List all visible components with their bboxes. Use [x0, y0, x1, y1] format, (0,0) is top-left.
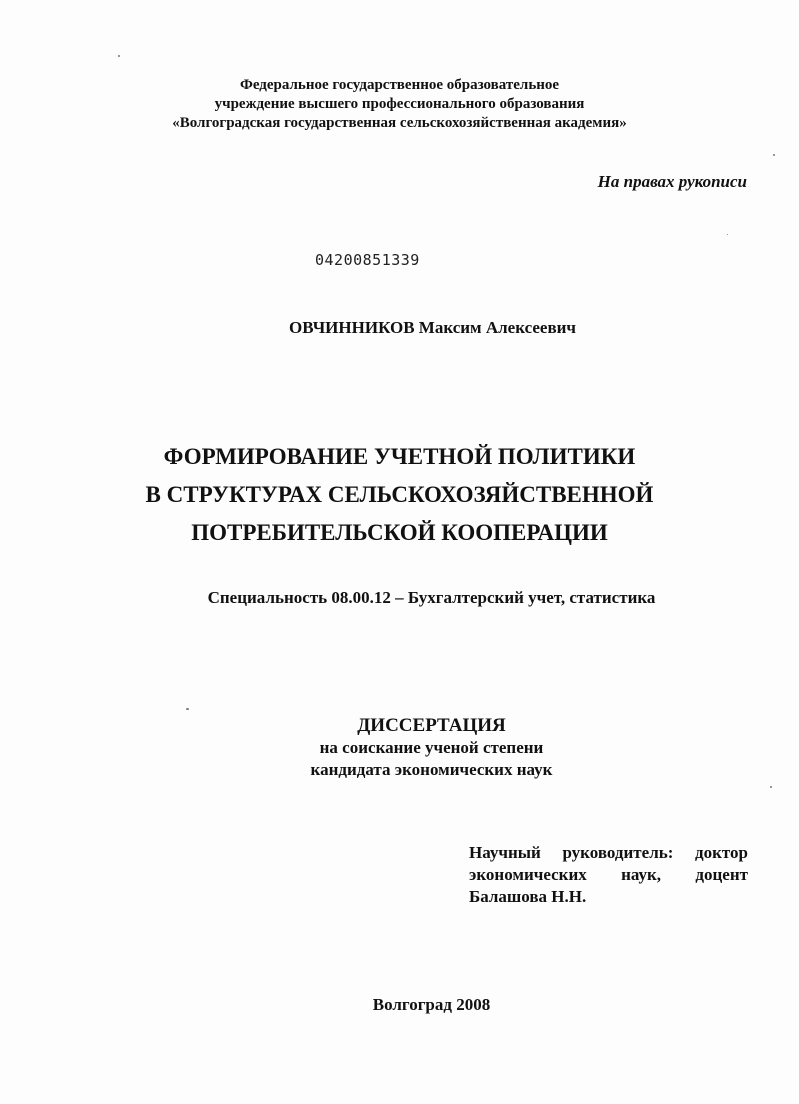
scan-speck: [770, 786, 772, 788]
manuscript-rights-note: На правах рукописи: [597, 172, 747, 191]
scan-speck: [727, 234, 728, 235]
registration-number: 04200851339: [315, 251, 420, 269]
advisor-line-1: Научный руководитель: доктор: [469, 843, 748, 862]
degree-line-1: на соискание ученой степени: [319, 738, 544, 757]
dissertation-block: [32, 715, 799, 781]
title-line-1: ФОРМИРОВАНИЕ УЧЕТНОЙ ПОЛИТИКИ: [163, 444, 636, 469]
scientific-advisor: [469, 842, 748, 908]
scan-speck: [186, 708, 189, 710]
scan-speck: [773, 154, 775, 156]
author-name: ОВЧИННИКОВ Максим Алексеевич: [288, 318, 577, 337]
title-line-3: ПОТРЕБИТЕЛЬСКОЙ КООПЕРАЦИИ: [191, 520, 608, 545]
dissertation-heading: ДИССЕРТАЦИЯ: [357, 715, 506, 736]
advisor-line-3: Балашова Н.Н.: [469, 887, 587, 906]
institution-line-3: «Волгоградская государственная сельскохозяйственная академия»: [172, 115, 627, 131]
institution-header: [0, 76, 799, 133]
title-line-2: В СТРУКТУРАХ СЕЛЬСКОХОЗЯЙСТВЕННОЙ: [145, 482, 654, 507]
institution-line-2: учреждение высшего профессионального образования: [214, 96, 585, 112]
dissertation-title: [0, 438, 799, 552]
degree-line-2: кандидата экономических наук: [310, 760, 553, 779]
scan-speck: [118, 55, 120, 57]
advisor-line-2: экономических наук, доцент: [469, 865, 748, 884]
specialty-line: Специальность 08.00.12 – Бухгалтерский учет, статистика: [207, 588, 656, 607]
institution-line-1: Федеральное государственное образовательное: [239, 77, 560, 93]
city-year: Волгоград 2008: [372, 995, 491, 1014]
